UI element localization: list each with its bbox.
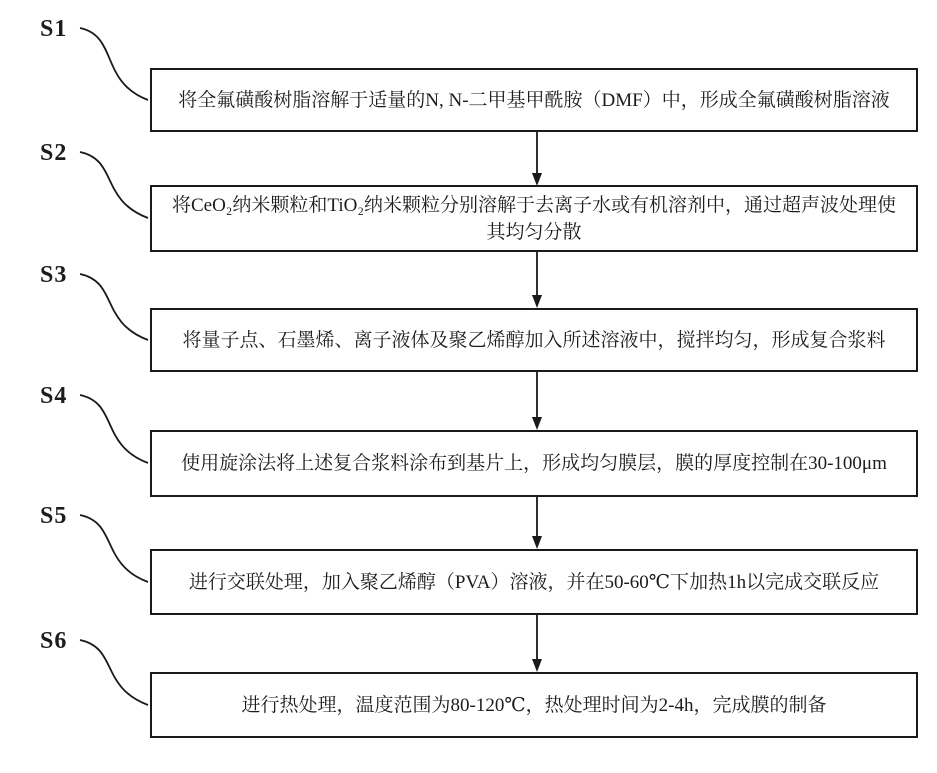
step-connector-curve-s4 [80, 395, 148, 463]
arrow-down-4 [532, 497, 542, 549]
step-label-s1: S1 [40, 16, 68, 42]
step-box-s2: 将CeO₂纳米颗粒和TiO₂纳米颗粒分别溶解于去离子水或有机溶剂中，通过超声波处理使其均匀分散 [150, 185, 918, 252]
step-connector-curve-s6 [80, 640, 148, 705]
step-connector-curve-s2 [80, 152, 148, 218]
step-label-s2: S2 [40, 140, 68, 166]
step-box-s5: 进行交联处理，加入聚乙烯醇（PVA）溶液，并在50-60℃下加热1h以完成交联反应 [150, 549, 918, 615]
step-box-s3: 将量子点、石墨烯、离子液体及聚乙烯醇加入所述溶液中，搅拌均匀，形成复合浆料 [150, 308, 918, 372]
step-box-s1: 将全氟磺酸树脂溶解于适量的N, N-二甲基甲酰胺（DMF）中，形成全氟磺酸树脂溶液 [150, 68, 918, 132]
step-label-s4: S4 [40, 383, 68, 409]
step-box-s4: 使用旋涂法将上述复合浆料涂布到基片上，形成均匀膜层，膜的厚度控制在30-100μm [150, 430, 918, 497]
arrow-down-1 [532, 132, 542, 186]
step-connector-curves [80, 28, 148, 705]
step-connector-curve-s1 [80, 28, 148, 100]
step-label-s5: S5 [40, 503, 68, 529]
step-label-s3: S3 [40, 262, 68, 288]
step-box-s6: 进行热处理，温度范围为80-120℃，热处理时间为2-4h，完成膜的制备 [150, 672, 918, 738]
step-label-s6: S6 [40, 628, 68, 654]
step-connector-curve-s3 [80, 274, 148, 340]
arrow-down-2 [532, 252, 542, 308]
step-connector-curve-s5 [80, 515, 148, 582]
arrow-down-3 [532, 372, 542, 430]
arrow-down-5 [532, 615, 542, 672]
